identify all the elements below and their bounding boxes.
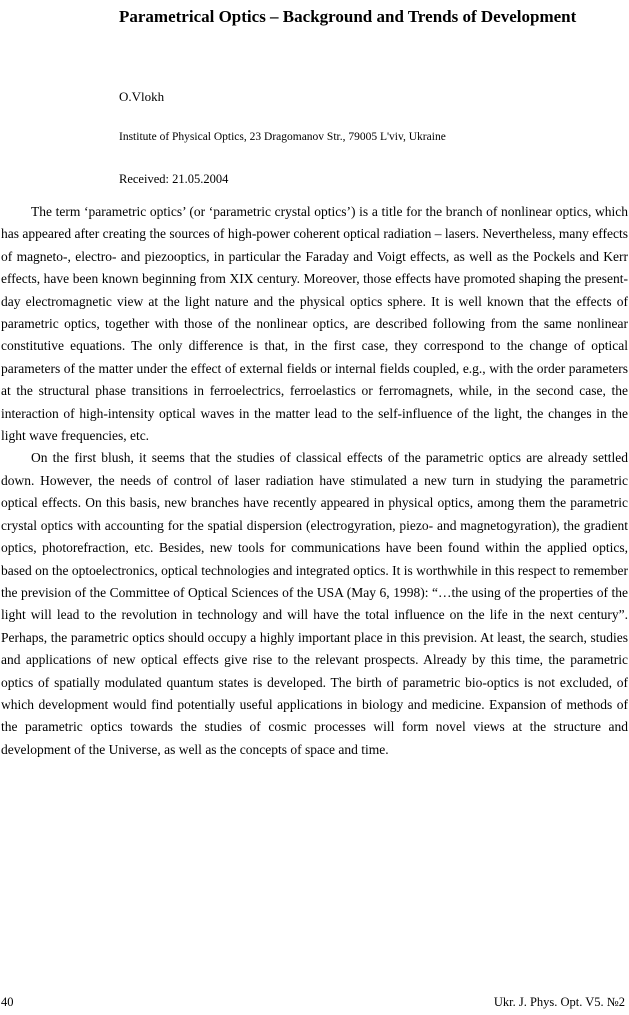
paper-title: Parametrical Optics – Background and Trends of Development [119, 7, 577, 26]
body-paragraph-2: On the first blush, it seems that the studies of classical effects of the parametric optics are already settled down. However, the needs of control of laser radiation have stimulated a new turn in studying the parametric optical effects. On this basis, new branches have recently appeared in physical optics, among them the parametric crystal optics with accounting for the spatial dispersion (electrogyration, piezo- and magnetogyration), the gradient optics, photorefraction, etc. Besides, new tools for communications have been found within the applied optics, based on the optoelectronics, optical technologies and integrated optics. It is worthwhile in this respect to remember the prevision of the Committee of Optical Sciences of the USA (May 6, 1998): “…the using of the properties of the light will lead to the revolution in technology and will have the total influence on the life in the next century”. Perhaps, the parametric optics should occupy a highly important place in this prevision. At least, the search, studies and applications of new optical effects give rise to the relevant prospects. Already by this time, the parametric optics of spatially modulated quantum states is developed. The birth of parametric bio-optics is not excluded, of which development would find potentially useful applications in biology and medicine. Expansion of methods of the parametric optics towards the studies of cosmic processes will form novel views at the structure and development of the Universe, as well as the concepts of space and time. [1, 450, 628, 757]
page-number: 40 [1, 995, 14, 1009]
article-body [1, 201, 628, 761]
author-affiliation: Institute of Physical Optics, 23 Dragomanov Str., 79005 L'viv, Ukraine [119, 131, 446, 143]
journal-citation: Ukr. J. Phys. Opt. V5. №2 [493, 995, 625, 1009]
author-name: O.Vlokh [119, 89, 165, 104]
received-date: Received: 21.05.2004 [119, 172, 229, 186]
body-paragraph-1: The term ‘parametric optics’ (or ‘parametric crystal optics’) is a title for the branch of nonlinear optics, which has appeared after creating the sources of high-power coherent optical radiation – lasers. Nevertheless, many effects of magneto-, electro- and piezooptics, in particular the Faraday and Voigt effects, as well as the Pockels and Kerr effects, have been known beginning from XIX century. Moreover, those effects have promoted shaping the present-day electromagnetic view at the light nature and the physical optics sphere. It is well known that the effects of parametric optics, together with those of the nonlinear optics, are described following from the same nonlinear constitutive equations. The only difference is that, in the first case, they correspond to the change of optical parameters of the matter under the effect of external fields or internal fields coupled, e.g., with the order parameters at the structural phase transitions in ferroelectrics, ferroelastics or ferromagnets, while, in the second case, the interaction of high-intensity optical waves in the matter lead to the self-influence of the light, the changes in the light wave frequencies, etc. [1, 204, 628, 444]
